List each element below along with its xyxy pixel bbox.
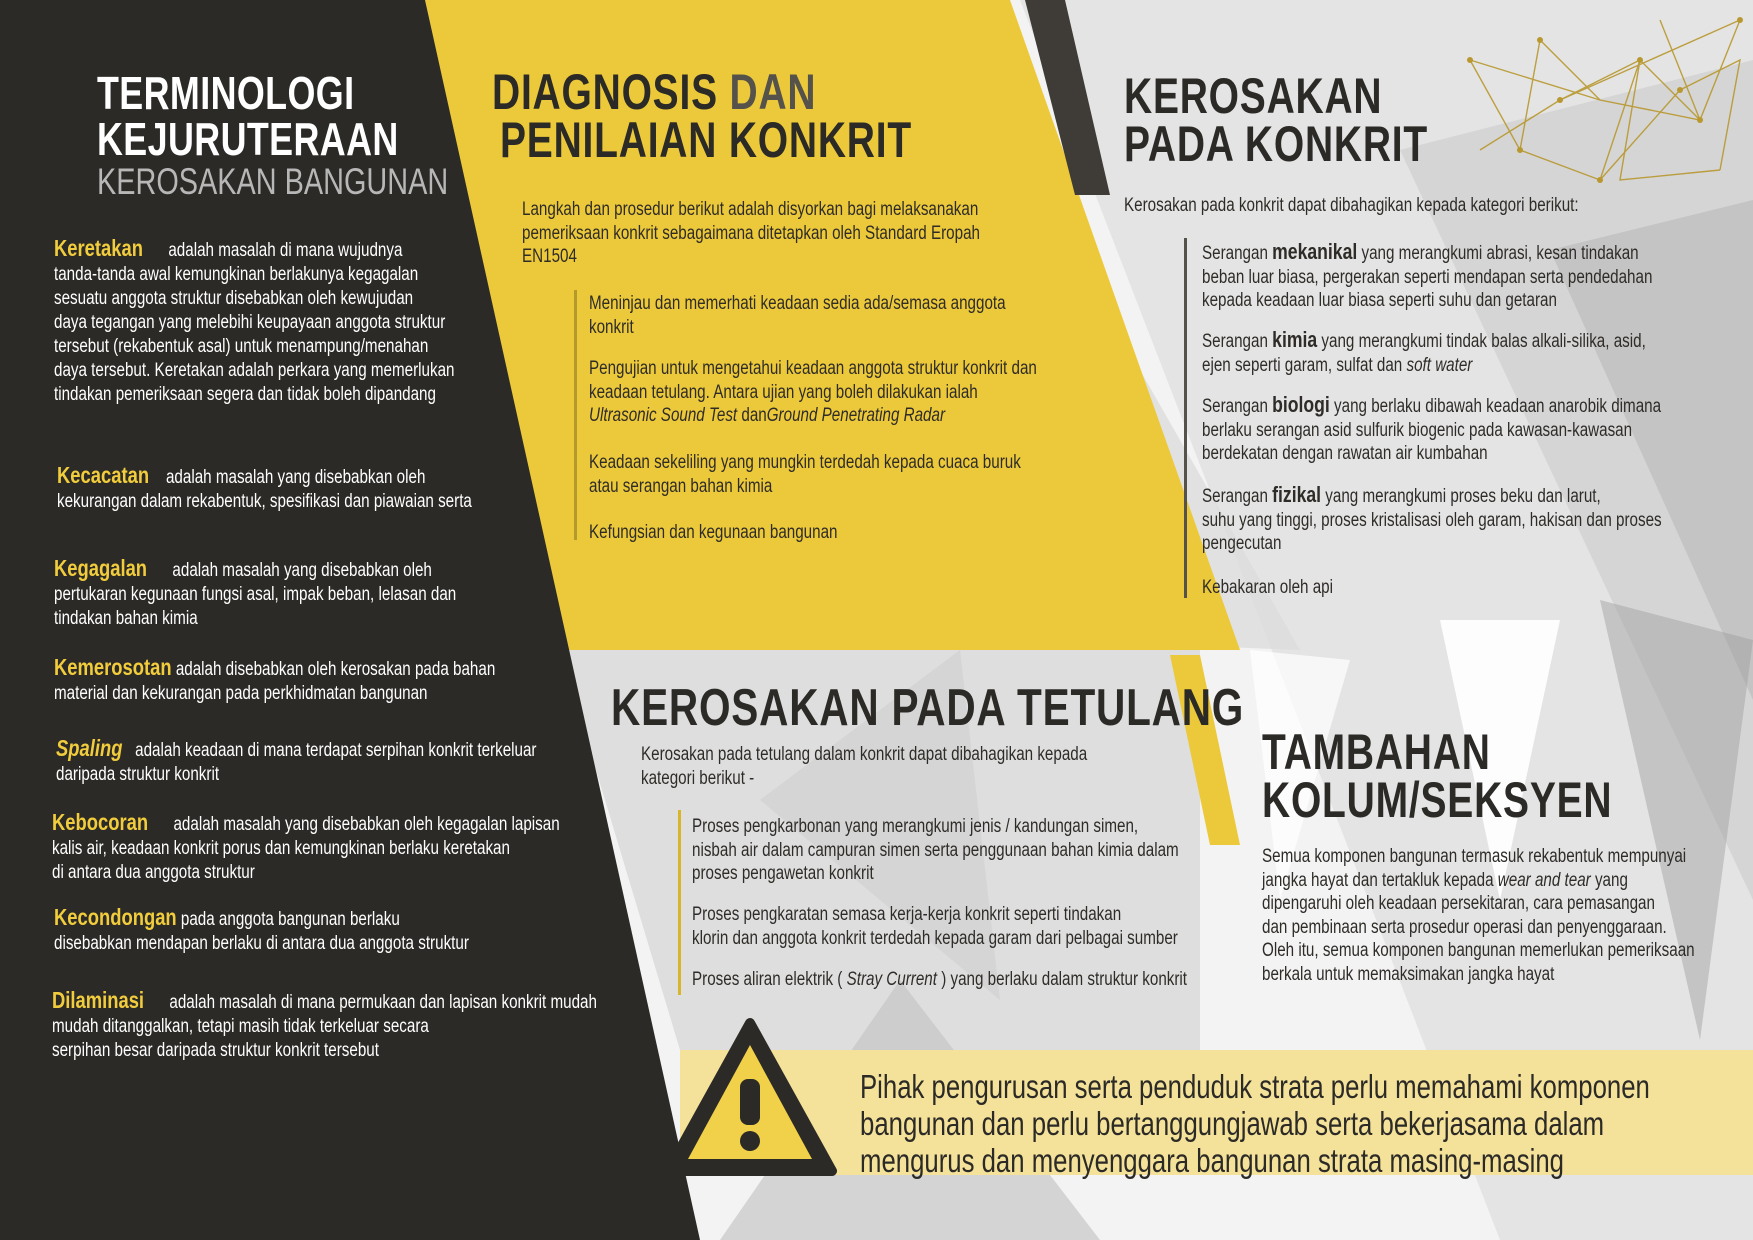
tetulang-item-2: [692, 903, 1178, 950]
term-kecacatan: [57, 463, 472, 514]
term-text: material dan kekurangan pada perkhidmatan bangunan: [54, 683, 428, 704]
term-kegagalan: [54, 556, 456, 631]
text-line: jangka hayat dan tertakluk kepada: [1262, 869, 1494, 891]
term-dilaminasi: [52, 988, 597, 1063]
text-line: Proses aliran elektrik (: [692, 969, 843, 990]
text-line: yang: [1594, 869, 1628, 891]
text-line: dipengaruhi oleh keadaan persekitaran, cara pemasangan: [1262, 893, 1655, 914]
diagnosis-title-line2: PENILAIAN KONKRIT: [500, 112, 912, 168]
term-word: Dilaminasi: [52, 987, 145, 1013]
text-line: Serangan: [1202, 331, 1268, 352]
title-line1: TERMINOLOGI: [97, 67, 355, 119]
text-line: keadaan tetulang. Antara ujian yang boleh dilakukan ialah: [589, 381, 978, 403]
text-line: Keadaan sekeliling yang mungkin terdedah kepada cuaca buruk: [589, 452, 1021, 473]
term-kebocoran: [52, 810, 560, 885]
term-text: adalah keadaan di mana terdapat serpihan konkrit terkeluar: [135, 740, 537, 761]
term-text: serpihan besar daripada struktur konkrit tersebut: [52, 1040, 379, 1061]
text-bold: fizikal: [1272, 482, 1322, 507]
text-line: dan pembinaan serta prosedur operasi dan penyenggaraan.: [1262, 916, 1667, 938]
text-line: Langkah dan prosedur berikut adalah disyorkan bagi melaksanakan: [522, 199, 979, 220]
text-line: dan: [741, 405, 767, 426]
text-line: Pengujian untuk mengetahui keadaan anggota struktur konkrit dan: [589, 358, 1037, 379]
term-word: Kebocoran: [52, 809, 149, 835]
diagnosis-title: [492, 64, 1028, 168]
text-line: ) yang berlaku dalam struktur konkrit: [941, 969, 1188, 990]
text-italic: wear and tear: [1497, 869, 1591, 891]
term-spaling: [56, 736, 537, 787]
text-line: Kerosakan pada konkrit dapat dibahagikan kepada kategori berikut:: [1124, 195, 1579, 216]
konkrit-intro: [1124, 194, 1579, 218]
text-line: berdekatan dengan rawatan air kumbahan: [1202, 443, 1488, 464]
text-line: Kerosakan pada tetulang dalam konkrit dapat dibahagikan kepada: [641, 744, 1088, 765]
term-text: sesuatu anggota struktur disebabkan oleh kewujudan: [54, 288, 414, 309]
text-line: beban luar biasa, pergerakan seperti mendapan serta pendedahan: [1202, 266, 1653, 288]
text-line: berkala untuk memaksimakan jangka hayat: [1262, 963, 1555, 985]
term-text: adalah masalah di mana permukaan dan lapisan konkrit mudah: [169, 992, 597, 1013]
konkrit-title: [1124, 68, 1514, 172]
text-line: konkrit: [589, 316, 634, 338]
text-line: Serangan: [1202, 243, 1268, 264]
tetulang-intro: [641, 743, 1087, 790]
konkrit-title-line1: KEROSAKAN: [1124, 68, 1383, 124]
term-text: daya tegangan yang melebihi keupayaan anggota struktur: [54, 312, 446, 333]
term-text: pada anggota bangunan berlaku: [180, 909, 400, 930]
diagnosis-item-2: [589, 357, 1037, 428]
text-line: Proses pengkarbonan yang merangkumi jenis / kandungan simen,: [692, 816, 1139, 837]
text-line: kepada keadaan luar biasa seperti suhu dan getaran: [1202, 290, 1557, 311]
tetulang-item-1: [692, 815, 1179, 886]
text-italic: Stray Current: [846, 969, 937, 990]
diagnosis-item-3: [589, 451, 1021, 498]
diagnosis-title-word1: DIAGNOSIS: [492, 64, 718, 120]
text-line: yang berlaku dibawah keadaan anarobik dimana: [1334, 396, 1662, 417]
text-line: berlaku serangan asid sulfurik biogenic pada kawasan-kawasan: [1202, 419, 1633, 441]
text-bold: biologi: [1272, 392, 1330, 417]
text-line: bangunan dan perlu bertanggungjawab serta bekerjasama dalam: [860, 1105, 1605, 1142]
text-italic: Ultrasonic Sound Test: [589, 405, 738, 426]
text-line: Serangan: [1202, 396, 1268, 417]
konkrit-title-line2: PADA KONKRIT: [1124, 116, 1429, 172]
tetulang-item-3: [692, 968, 1187, 992]
text-line: yang merangkumi tindak balas alkali-silika, asid,: [1321, 331, 1646, 352]
term-text: adalah masalah di mana wujudnya: [168, 240, 403, 261]
term-text: adalah masalah yang disebabkan oleh: [172, 560, 432, 581]
text-bold: kimia: [1272, 327, 1318, 352]
term-text: kalis air, keadaan konkrit porus dan kemungkinan berlaku keretakan: [52, 838, 510, 859]
terminology-title: [97, 67, 547, 202]
term-word: Kemerosotan: [54, 654, 172, 680]
term-text: disebabkan mendapan berlaku di antara dua anggota struktur: [54, 933, 469, 954]
text-italic: Ground Penetrating Radar: [766, 405, 946, 426]
diagnosis-item-1: [589, 292, 1006, 339]
title-line2: KEJURUTERAAN: [97, 113, 399, 165]
term-text: tindakan pemeriksaan segera dan tidak boleh dipandang: [54, 384, 436, 405]
text-line: Oleh itu, semua komponen bangunan memerlukan pemeriksaan: [1262, 940, 1695, 961]
term-kemerosotan: [54, 655, 495, 706]
term-text: di antara dua anggota struktur: [52, 862, 255, 883]
text-line: nisbah air dalam campuran simen serta penggunaan bahan kimia dalam: [692, 839, 1179, 861]
text-line: ejen seperti garam, sulfat dan: [1202, 354, 1403, 376]
text-line: atau serangan bahan kimia: [589, 475, 773, 497]
diagnosis-item-4: [589, 521, 838, 545]
konkrit-divider: [1184, 238, 1187, 598]
subtitle: KEROSAKAN BANGUNAN: [97, 161, 449, 202]
tetulang-title: KEROSAKAN PADA TETULANG: [611, 679, 1245, 737]
term-text: adalah masalah yang disebabkan oleh: [165, 467, 426, 488]
tetulang-divider: [678, 810, 681, 995]
konkrit-kimia: [1202, 328, 1646, 377]
term-word: Kecondongan: [54, 904, 177, 930]
diagnosis-divider: [574, 290, 577, 540]
text-line: suhu yang tinggi, proses kristalisasi oleh garam, hakisan dan proses: [1202, 509, 1662, 531]
term-text: daripada struktur konkrit: [56, 764, 220, 785]
text-bold: mekanikal: [1272, 239, 1358, 264]
konkrit-api: [1202, 576, 1333, 600]
text-italic: soft water: [1406, 354, 1473, 376]
term-word: Kecacatan: [57, 462, 150, 488]
term-text: daya tersebut. Keretakan adalah perkara yang memerlukan: [54, 360, 455, 381]
text-line: proses pengawetan konkrit: [692, 863, 874, 884]
tambahan-title-line1: TAMBAHAN: [1262, 724, 1491, 780]
konkrit-fizikal: [1202, 483, 1662, 556]
term-text: kekurangan dalam rekabentuk, spesifikasi dan piawaian serta: [57, 491, 472, 512]
text-line: Meninjau dan memerhati keadaan sedia ada/semasa anggota: [589, 293, 1006, 314]
tambahan-title: [1262, 724, 1711, 828]
term-kecondongan: [54, 905, 469, 956]
text-line: kategori berikut -: [641, 767, 755, 789]
konkrit-biologi: [1202, 393, 1661, 466]
term-text: adalah disebabkan oleh kerosakan pada bahan: [175, 659, 496, 680]
warning-message: [860, 1068, 1650, 1179]
text-line: pengecutan: [1202, 533, 1282, 554]
text-line: Pihak pengurusan serta penduduk strata perlu memahami komponen: [860, 1068, 1650, 1105]
text-line: Serangan: [1202, 486, 1268, 507]
tambahan-body: [1262, 845, 1695, 986]
term-word: Spaling: [56, 735, 123, 761]
text-line: Kefungsian dan kegunaan bangunan: [589, 522, 838, 543]
text-line: Proses pengkaratan semasa kerja-kerja konkrit seperti tindakan: [692, 904, 1122, 925]
konkrit-mekanikal: [1202, 240, 1652, 313]
text-line: klorin dan anggota konkrit terdedah kepada garam dari pelbagai sumber: [692, 927, 1178, 949]
text-line: yang merangkumi abrasi, kesan tindakan: [1361, 243, 1639, 264]
diagnosis-title-word2: DAN: [729, 64, 817, 120]
term-text: pertukaran kegunaan fungsi asal, impak beban, lelasan dan: [54, 584, 457, 605]
term-text: adalah masalah yang disebabkan oleh kegagalan lapisan: [173, 814, 560, 835]
term-word: Kegagalan: [54, 555, 148, 581]
term-text: tersebut (rekabentuk asal) untuk menampung/menahan: [54, 336, 429, 357]
tambahan-title-line2: KOLUM/SEKSYEN: [1262, 772, 1613, 828]
text-line: mengurus dan menyenggara bangunan strata masing-masing: [860, 1142, 1564, 1179]
warning-triangle-icon: [660, 1015, 840, 1180]
text-line: Semua komponen bangunan termasuk rekabentuk mempunyai: [1262, 846, 1687, 867]
term-text: mudah ditanggalkan, tetapi masih tidak terkeluar secara: [52, 1016, 429, 1037]
text-line: EN1504: [522, 246, 577, 267]
text-line: Kebakaran oleh api: [1202, 577, 1333, 598]
term-text: tindakan bahan kimia: [54, 608, 198, 629]
text-line: pemeriksaan konkrit sebagaimana ditetapkan oleh Standard Eropah: [522, 222, 980, 244]
text-line: yang merangkumi proses beku dan larut,: [1325, 486, 1601, 507]
term-word: Keretakan: [54, 235, 143, 261]
term-keretakan: [54, 236, 455, 407]
term-text: tanda-tanda awal kemungkinan berlakunya kegagalan: [54, 264, 419, 285]
diagnosis-intro: [522, 198, 980, 269]
